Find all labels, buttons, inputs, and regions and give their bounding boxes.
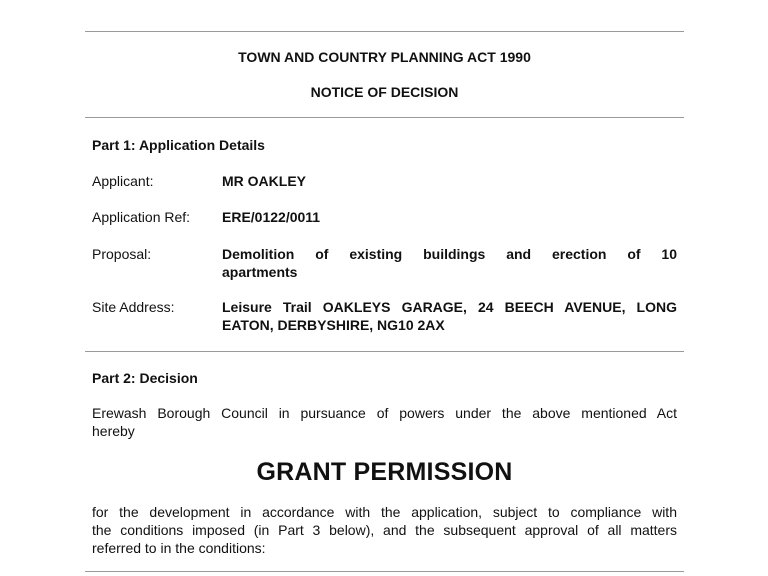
- notice-title: NOTICE OF DECISION: [310, 84, 459, 100]
- application-ref-label: Application Ref:: [92, 209, 191, 225]
- decision-intro: [92, 404, 677, 440]
- applicant-value: MR OAKLEY: [222, 173, 306, 189]
- proposal-line-2: apartments: [222, 264, 298, 280]
- part1-divider: [85, 351, 684, 352]
- decision-intro-line-2: hereby: [92, 423, 135, 439]
- site-address-value: [222, 298, 677, 334]
- site-address-label: Site Address:: [92, 299, 175, 315]
- decision-body-line-2: the conditions imposed (in Part 3 below), and the subsequent approval of all matters: [92, 522, 677, 538]
- part1-heading: Part 1: Application Details: [92, 137, 265, 153]
- proposal-line-1: Demolition of existing buildings and erection of 10: [222, 246, 677, 262]
- application-ref-value: ERE/0122/0011: [222, 209, 321, 225]
- decision-intro-line-1: Erewash Borough Council in pursuance of powers under the above mentioned Act: [92, 405, 677, 421]
- site-address-line-1: Leisure Trail OAKLEYS GARAGE, 24 BEECH AVENUE, LONG: [222, 299, 677, 315]
- header-divider: [85, 117, 684, 118]
- decision-body: [92, 503, 677, 557]
- decision-body-line-3: referred to in the conditions:: [92, 540, 266, 556]
- decision-title: GRANT PERMISSION: [256, 458, 513, 486]
- decision-body-line-1: for the development in accordance with the application, subject to compliance with: [92, 504, 677, 520]
- applicant-label: Applicant:: [92, 173, 154, 189]
- act-title: TOWN AND COUNTRY PLANNING ACT 1990: [238, 49, 531, 65]
- top-divider: [85, 31, 684, 32]
- site-address-line-2: EATON, DERBYSHIRE, NG10 2AX: [222, 317, 445, 333]
- proposal-value: [222, 245, 677, 281]
- proposal-label: Proposal:: [92, 246, 152, 262]
- part2-heading: Part 2: Decision: [92, 370, 198, 386]
- bottom-divider: [85, 571, 684, 572]
